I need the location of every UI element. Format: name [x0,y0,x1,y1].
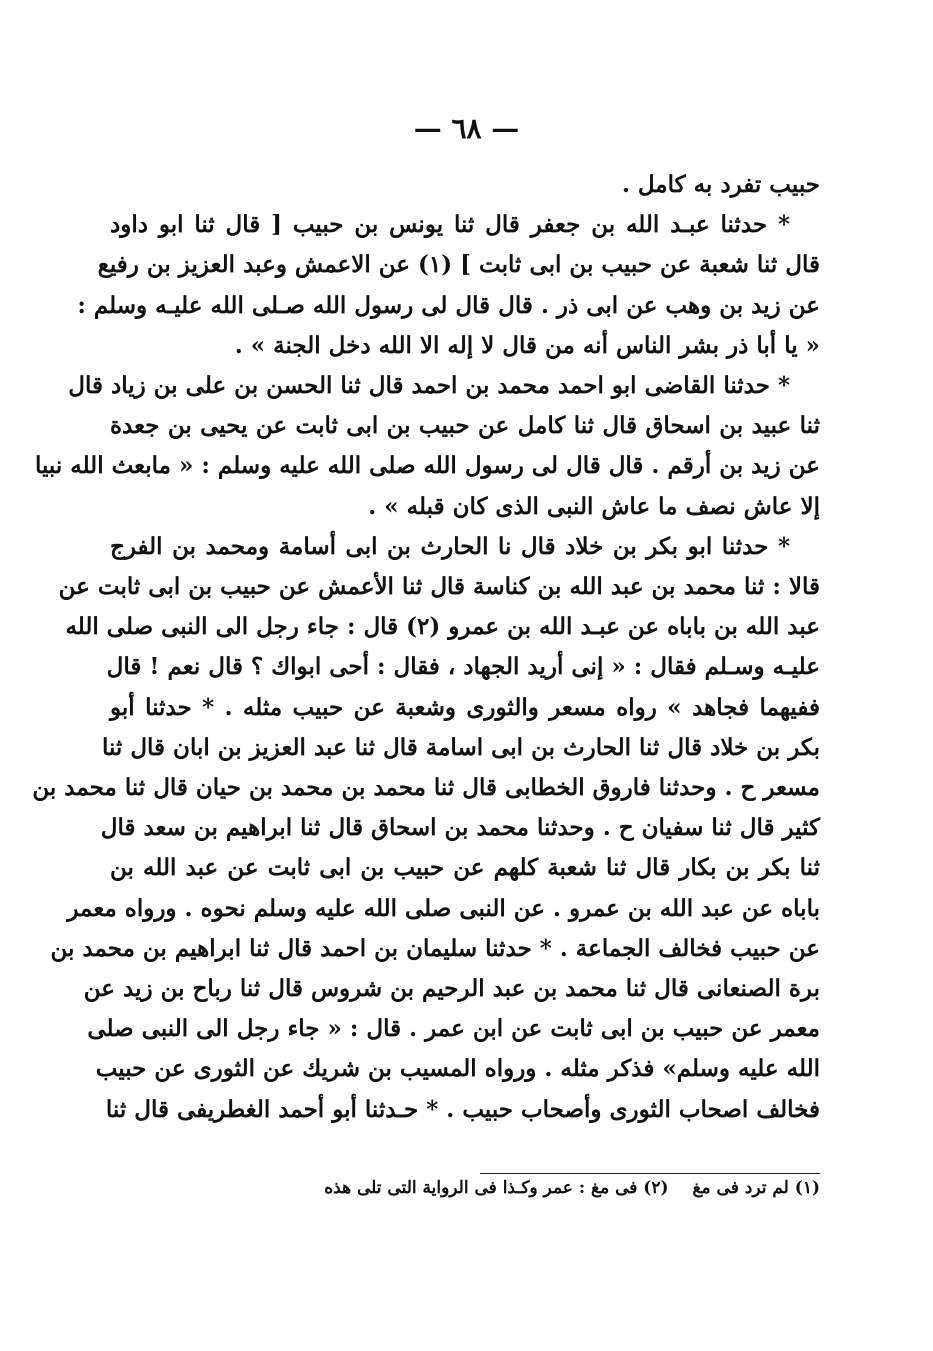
text-line: بكر بن خلاد قال ثنا الحارث بن ابى اسامة قال ثنا عبد العزيز بن ابان قال ثنا [101,733,820,761]
text-line: ثنا عبيد بن اسحاق قال ثنا كامل عن حبيب بن ابى ثابت عن يحيى بن جعدة [110,412,820,440]
text-line: * حدثنا عبـد الله بن جعفر قال ثنا يونس بن حبيب [ قال ثنا ابو داود [110,211,790,239]
text-line: برة الصنعانى قال ثنا محمد بن عبد الرحيم بن شروس قال ثنا رباح بن زيد عن [83,975,820,1003]
text-line: حبيب تفرد به كامل . [621,171,820,198]
text-line: عليـه وسـلم فقال : « إنى أريد الجهاد ، فقال : أحى ابواك ؟ قال نعم ! قال [106,653,820,681]
footnote-2: (٢) فى مغ : عمر وكـذا فى الرواية التى تلى هذه [324,1178,669,1198]
text-line: كثير قال ثنا سفيان ح . وحدثنا محمد بن اسحاق قال ثنا ابراهيم بن سعد قال [100,814,820,842]
text-line: قالا : ثنا محمد بن عبد الله بن كناسة قال ثنا الأعمش عن حبيب بن ابى ثابت عن [58,573,820,601]
text-line: معمر عن حبيب بن ابى ثابت عن ابن عمر . قال : « جاء رجل الى النبى صلى [87,1015,820,1043]
text-line: قال ثنا شعبة عن حبيب بن ابى ثابت ] (١) عن الاعمش وعبد العزيز بن رفيع [97,251,820,279]
page-number: — ٦٨ — [413,112,520,145]
text-line: ففيهما فجاهد » رواه مسعر والثورى وشعبة عن حبيب مثله . * حدثنا أبو [110,693,820,721]
footnote-1: (١) لم ترد فى مغ [692,1178,820,1198]
text-line: إلا عاش نصف ما عاش النبى الذى كان قبله » . [368,492,820,520]
text-line: عن حبيب فخالف الجماعة . * حدثنا سليمان بن احمد قال ثنا ابراهيم بن محمد بن [50,934,820,962]
footnote-divider [480,1173,820,1174]
text-line: * حدثنا ابو بكر بن خلاد قال نا الحارث بن ابى أسامة ومحمد بن الفرج [110,532,790,560]
text-line: عن زيد بن أرقم . قال قال لى رسول الله صلى الله عليه وسلم : « مابعث الله نبيا [34,452,820,480]
body-text [32,165,820,1130]
text-line: عن زيد بن وهب عن ابى ذر . قال قال لى رسول الله صـلى الله عليـه وسلم : [77,291,820,319]
text-line: ثنا بكر بن بكار قال ثنا شعبة كلهم عن حبيب بن ابى ثابت عن عبد الله بن [110,854,820,882]
text-line: الله عليه وسلم» فذكر مثله . ورواه المسيب بن شريك عن الثورى عن حبيب [95,1055,820,1083]
footnotes [220,1178,820,1198]
text-line: * حدثنا القاضى ابو احمد محمد بن احمد قال ثنا الحسن بن على بن زياد قال [68,372,790,400]
text-line: « يا أبا ذر بشر الناس أنه من قال لا إله الا الله دخل الجنة » . [234,331,820,359]
text-line: باباه عن عبد الله بن عمرو . عن النبى صلى الله عليه وسلم نحوه . ورواه معمر [67,894,820,922]
text-line: مسعر ح . وحدثنا فاروق الخطابى قال ثنا محمد بن محمد بن حيان قال ثنا محمد بن [32,774,820,802]
text-line: فخالف اصحاب الثورى وأصحاب حبيب . * حـدثنا أبو أحمد الغطريفى قال ثنا [105,1095,820,1123]
text-line: عبد الله بن باباه عن عبـد الله بن عمرو (٢) قال : جاء رجل الى النبى صلى الله [65,613,820,641]
